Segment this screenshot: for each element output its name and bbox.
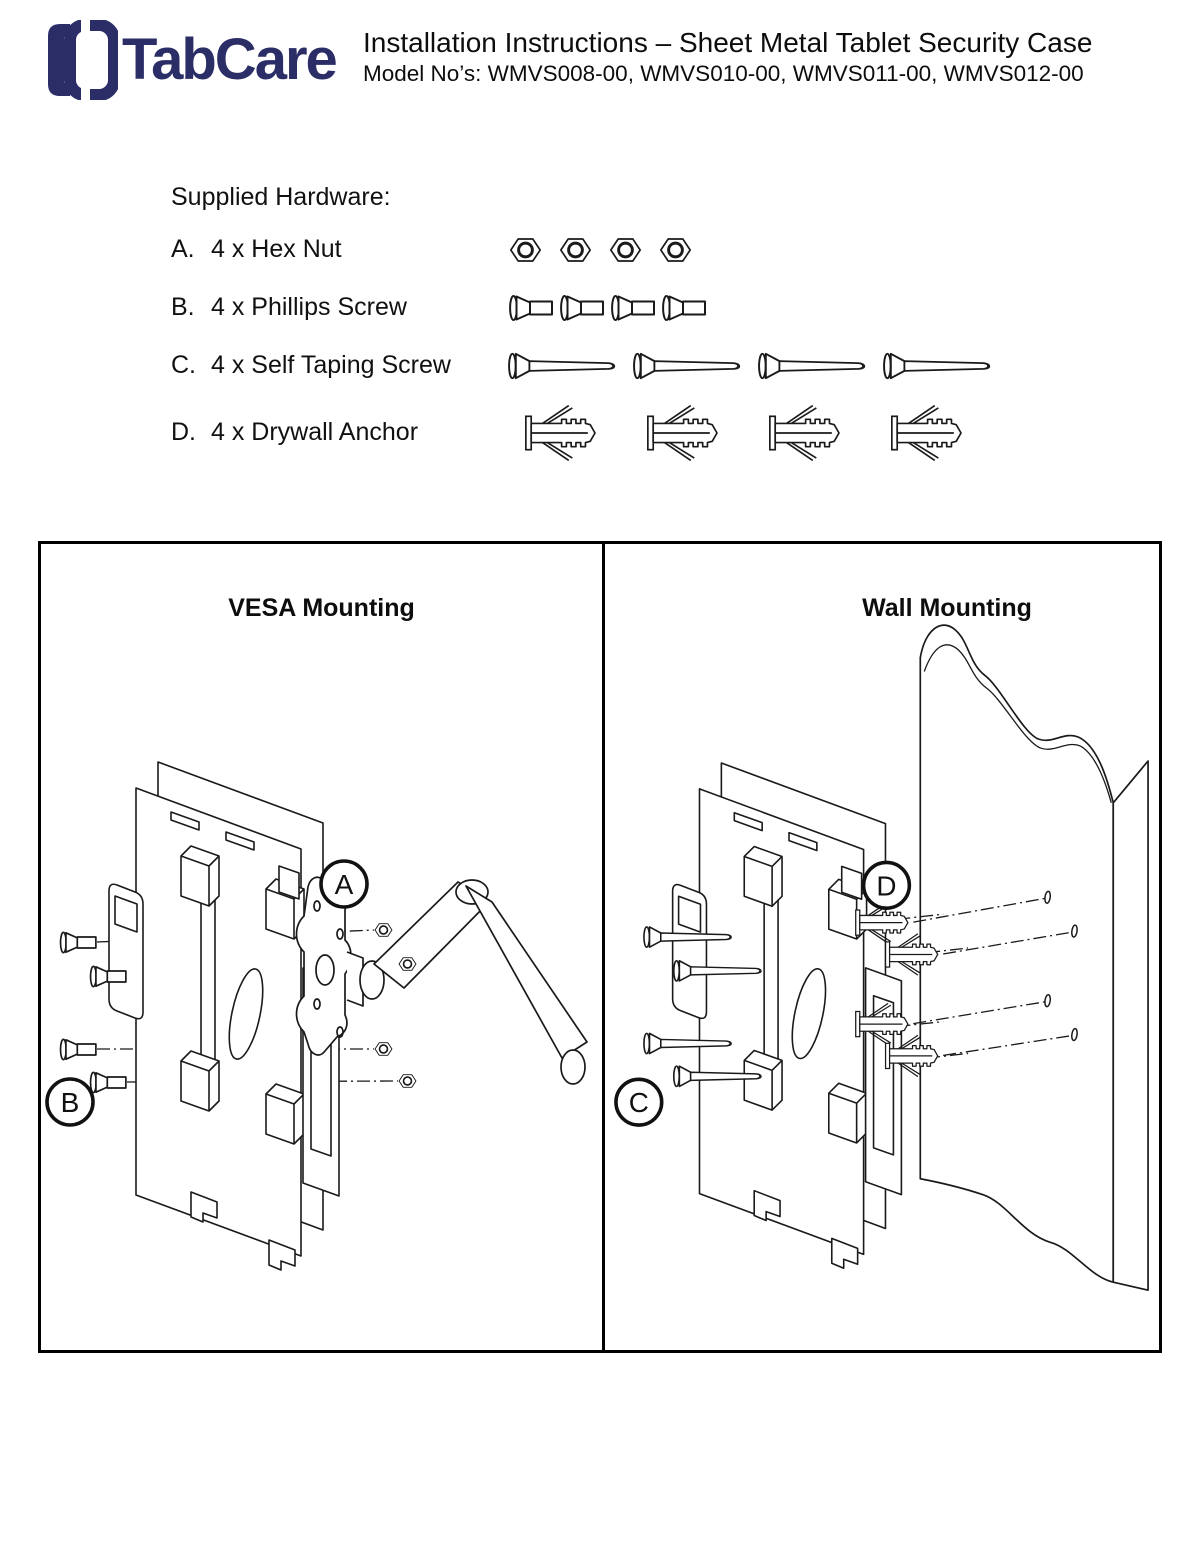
label-C-text: C [628,1087,649,1119]
hardware-item-hex-nut [171,235,342,264]
item-letter: B. [171,293,195,321]
hex-nut-icon [659,236,692,264]
supplied-hardware-heading: Supplied Hardware: [171,183,391,211]
item-label: 4 x Hex Nut [211,235,342,263]
self-tapping-screw-icon [758,350,875,382]
tabcare-logo-icon [44,20,118,100]
hex-nut-icon [375,1043,392,1056]
phillips-screw-icon [91,1072,126,1092]
label-A-text: A [334,869,354,900]
wall-section [920,625,1148,1290]
item-label: 4 x Drywall Anchor [211,418,419,446]
page-title: Installation Instructions – Sheet Metal Tablet Security Case [363,27,1093,58]
self-tapping-screw-icon [633,350,750,382]
sheet-metal-case-plate [673,763,902,1268]
wall-mounting-title: Wall Mounting [862,594,1032,622]
self-tapping-screw-icon [508,350,625,382]
phillips-screw-icon [662,292,708,324]
item-letter: A. [171,235,195,263]
phillips-screw-icon [560,292,606,324]
mounting-diagrams-box [38,541,1162,1353]
hex-nut-icon [559,236,592,264]
hex-nut-icon [399,1075,416,1088]
hex-nut-icons [509,236,692,264]
drywall-anchor-icon [874,402,986,464]
label-B [47,1079,93,1125]
label-D [864,862,910,908]
wall-mounting-panel [602,544,1159,1350]
hex-nut-icon [509,236,542,264]
model-numbers: Model No’s: WMVS008-00, WMVS010-00, WMVS011-00, WMVS012-00 [363,61,1084,86]
drywall-anchor-icon [508,402,620,464]
hardware-item-self-taping-screw [171,351,451,380]
hardware-item-drywall-anchor [171,418,418,447]
vesa-mounting-diagram [41,544,602,1350]
item-label: 4 x Phillips Screw [211,293,407,321]
logo-wordmark: TabCare [122,27,336,92]
label-A [321,861,367,907]
vesa-mounting-panel [41,544,602,1350]
hex-nut-icon [375,924,392,937]
item-letter: C. [171,351,196,379]
phillips-screw-icon [611,292,657,324]
hex-nut-icon [399,958,416,971]
drywall-anchor-icon [752,402,864,464]
phillips-screw-icon [61,932,96,952]
tabcare-logo [44,20,336,100]
drywall-anchor-icons [508,402,986,464]
hex-nut-icon [609,236,642,264]
item-label: 4 x Self Taping Screw [211,351,451,379]
label-C [616,1079,662,1125]
label-D-text: D [876,870,897,902]
hardware-item-phillips-screw [171,293,407,322]
drywall-anchor-icon [630,402,742,464]
phillips-screw-icon [509,292,555,324]
vesa-mounting-title: VESA Mounting [228,594,415,622]
label-B-text: B [60,1087,80,1118]
phillips-screw-icons [509,292,708,324]
wall-mounting-diagram [605,544,1159,1350]
item-letter: D. [171,418,196,446]
self-tapping-screw-icon [883,350,1000,382]
phillips-screw-icon [61,1039,96,1059]
self-taping-screw-icons [508,350,1000,382]
document-header [363,27,1092,89]
